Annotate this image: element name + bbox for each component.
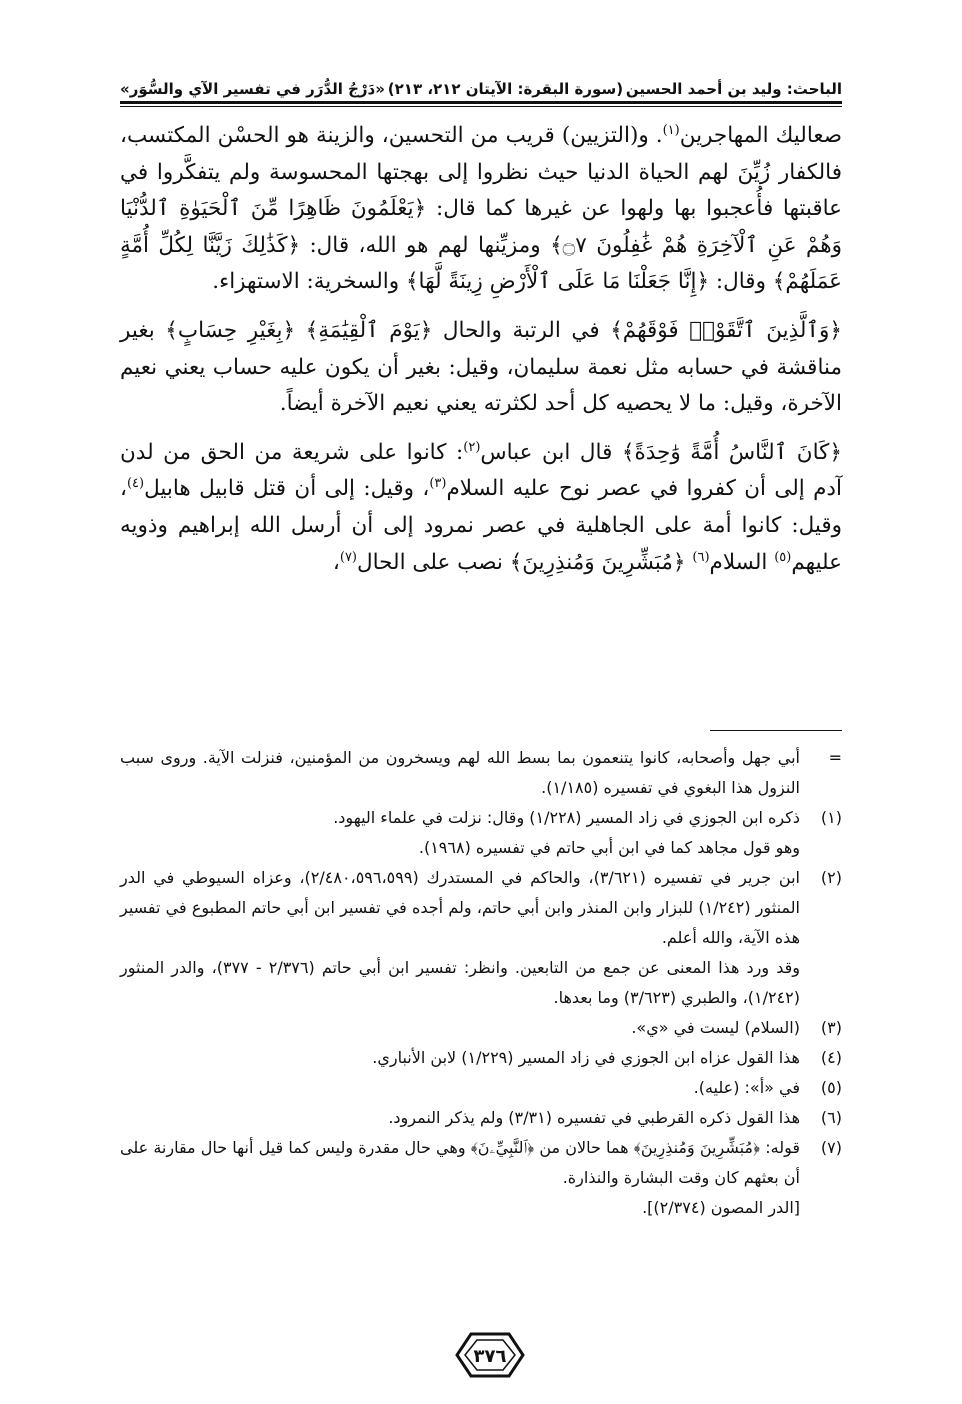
footnote-line: وقد ورد هذا المعنى عن جمع من التابعين. وانظر: تفسير ابن أبي حاتم (٢/٣٧٦ - ٣٧٧)، والدر المنثور (١/٢٤٢)، والطبري (٣/٦٢٣) وما بعدها.	[120, 958, 801, 1007]
text-run: ومزيِّنها لهم هو الله، قال:	[300, 232, 551, 258]
footnote-text	[120, 1103, 800, 1133]
footnote-number: (٣)	[820, 1018, 842, 1037]
footnote-marker: (٧)	[339, 549, 357, 565]
text-run: في الرتبة والحال	[432, 317, 611, 343]
footnote	[120, 1133, 842, 1223]
footnote-text	[120, 1133, 800, 1223]
header-author: الباحث: وليد بن أحمد الحسين	[625, 80, 842, 98]
footnotes	[120, 743, 842, 1223]
quran-verse: ﴿كَانَ ٱلنَّاسُ أُمَّةً وَٰحِدَةً﴾	[621, 439, 842, 465]
paragraph	[120, 313, 842, 423]
footnote-text	[120, 743, 800, 803]
footnote	[120, 743, 842, 803]
footnote-text	[120, 863, 800, 1013]
quran-verse: ﴿كَذَٰلِكَ زَيَّنَّا لِكُلِّ أُمَّةٍ عَمَلَهُمْ﴾	[120, 232, 842, 295]
text-run: ،	[332, 549, 340, 575]
quran-verse: ﴿إِنَّا جَعَلْنَا مَا عَلَى ٱلْأَرْضِ زِينَةً لَّهَا﴾	[405, 269, 710, 295]
footnote-line: ابن جرير في تفسيره (٣/٦٢١)، والحاكم في المستدرك (٢/٤٨٠،٥٩٦،٥٩٩)، وعزاه السيوطي في الدر المنثور (١/٢٤٢) للبزار وابن المنذر وابن أبي حاتم، ولم أجده في تفسير ابن أبي حاتم المطبوع في تفسير هذه الآية، والله أعلم.	[120, 868, 801, 947]
running-header	[120, 58, 842, 98]
page-number: ٣٧٦	[473, 1346, 507, 1367]
text-run: السلام	[709, 549, 775, 575]
footnote-line: قوله: ﴿مُبَشِّرِينَ وَمُنذِرِينَ﴾ هما حالان من ﴿ٱلنَّبِيِّۦنَ﴾ وهي حال مقدرة وليس كما قيل أنها حال مقارنة على أن بعثهم كان وقت البشارة والنذارة.	[120, 1138, 800, 1187]
text-run: ، وقيل: كانوا أمة على الجاهلية في عصر نمرود إلى أن أرسل الله إبراهيم وذويه عليهم	[120, 476, 842, 575]
footnote-number: (٦)	[820, 1108, 842, 1127]
footnote-line: (السلام) ليست في «ي».	[631, 1018, 800, 1037]
footnote-marker: (١)	[662, 122, 680, 138]
quran-verse: ﴿يَوْمَ ٱلْقِيَٰمَةِ﴾	[305, 317, 433, 343]
footnote-text	[120, 803, 800, 863]
footnote	[120, 1103, 842, 1133]
footnote-marker: (٢)	[463, 439, 481, 455]
quran-verse: ﴿مُبَشِّرِينَ وَمُنذِرِينَ﴾	[509, 549, 686, 575]
text-run: والسخرية: الاستهزاء.	[212, 269, 406, 295]
text-run	[295, 318, 306, 343]
footnote	[120, 1013, 842, 1043]
text-run: ، وقيل: إلى أن قتل قابيل هابيل	[144, 476, 430, 502]
footnote-line: [الدر المصون (٢/٣٧٤)].	[642, 1198, 800, 1217]
quran-verse: ﴿بِغَيْرِ حِسَابٍ﴾	[165, 317, 296, 343]
footnote-text	[120, 1073, 800, 1103]
footnote	[120, 1043, 842, 1073]
quran-verse: ﴿يَعْلَمُونَ ظَاهِرًا مِّنَ ٱلْحَيَوٰةِ ٱلدُّنْيَا وَهُمْ عَنِ ٱلْآخِرَةِ هُمْ غَٰفِلُونَ ۝٧﴾	[120, 196, 843, 258]
footnote-number: (٢)	[820, 868, 842, 887]
footnote-number: =	[828, 748, 842, 767]
footnote-text	[120, 1043, 800, 1073]
footnote-marker: (٣)	[429, 476, 447, 492]
footnote-number: (٤)	[820, 1048, 842, 1067]
quran-verse: ﴿وَٱلَّذِينَ ٱتَّقَوْا۟ فَوْقَهُمْ﴾	[610, 317, 842, 343]
page-number-ornament	[451, 1328, 529, 1382]
text-run: : كانوا على شريعة من الحق من لدن آدم إلى أن كفروا في عصر نوح عليه السلام	[120, 439, 842, 502]
footnote-separator	[710, 730, 842, 731]
footnote-line: هذا القول عزاه ابن الجوزي في زاد المسير (١/٢٢٩) لابن الأنباري.	[372, 1048, 800, 1067]
footnote-marker: (٥)	[774, 549, 792, 565]
header-surah: (سورة البقرة: الآيتان ٢١٢، ٢١٣)	[387, 80, 624, 98]
header-rule-thick	[120, 101, 842, 104]
footnote-line: ذكره ابن الجوزي في زاد المسير (١/٢٢٨) وقال: نزلت في علماء اليهود.	[333, 808, 800, 827]
footnote-line: في «أ»: (عليه).	[693, 1078, 800, 1097]
footnote	[120, 803, 842, 863]
text-run: صعاليك المهاجرين	[679, 123, 842, 148]
text-run: قال ابن عباس	[480, 439, 622, 465]
footnote-marker: (٤)	[126, 476, 145, 492]
text-run: نصب على الحال	[357, 549, 510, 575]
footnote-number: (٥)	[820, 1078, 842, 1097]
footnote-number: (٧)	[820, 1138, 842, 1157]
text-run: . و(التزيين) قريب من التحسين، والزينة هو الحسْن المكتسب، فالكفار زُيِّنَ لهم الحياة الدنيا حيث نظروا إلى بهجتها المحسوسة ولم يتفكَّروا في عاقبتها فأُعجبوا بها ولهوا عن غيرها كما قال:	[120, 123, 843, 222]
main-text	[120, 118, 842, 593]
footnote-text	[120, 1013, 800, 1043]
footnote-line: وهو قول مجاهد كما في ابن أبي حاتم في تفسيره (١٩٦٨).	[418, 838, 800, 857]
paragraph	[120, 118, 842, 301]
footnote-number: (١)	[820, 808, 842, 827]
header-rule-thin	[120, 106, 842, 107]
footnote-marker: (٦)	[692, 549, 710, 565]
text-run: بغير مناقشة في حسابه مثل نعمة سليمان، وقيل: بغير أن يكون عليه حساب يعني نعيم الآخرة، وقيل: ما لا يحصيه كل أحد لكثرته يعني نعيم الآخرة أيضاً.	[120, 317, 842, 417]
text-run: وقال:	[709, 269, 773, 295]
footnote-line: هذا القول ذكره القرطبي في تفسيره (٣/٣١) ولم يذكر النمرود.	[388, 1108, 800, 1127]
header-book-title: «دَرْجُ الدُّرَر في تفسير الآي والسُّوَر»	[120, 80, 385, 98]
footnote	[120, 1073, 842, 1103]
footnote-line: أبي جهل وأصحابه، كانوا يتنعمون بما بسط الله لهم ويسخرون من المؤمنين، فنزلت الآية. وروى سبب النزول هذا البغوي في تفسيره (١/١٨٥).	[120, 748, 800, 797]
paragraph	[120, 435, 842, 581]
footnote	[120, 863, 842, 1013]
